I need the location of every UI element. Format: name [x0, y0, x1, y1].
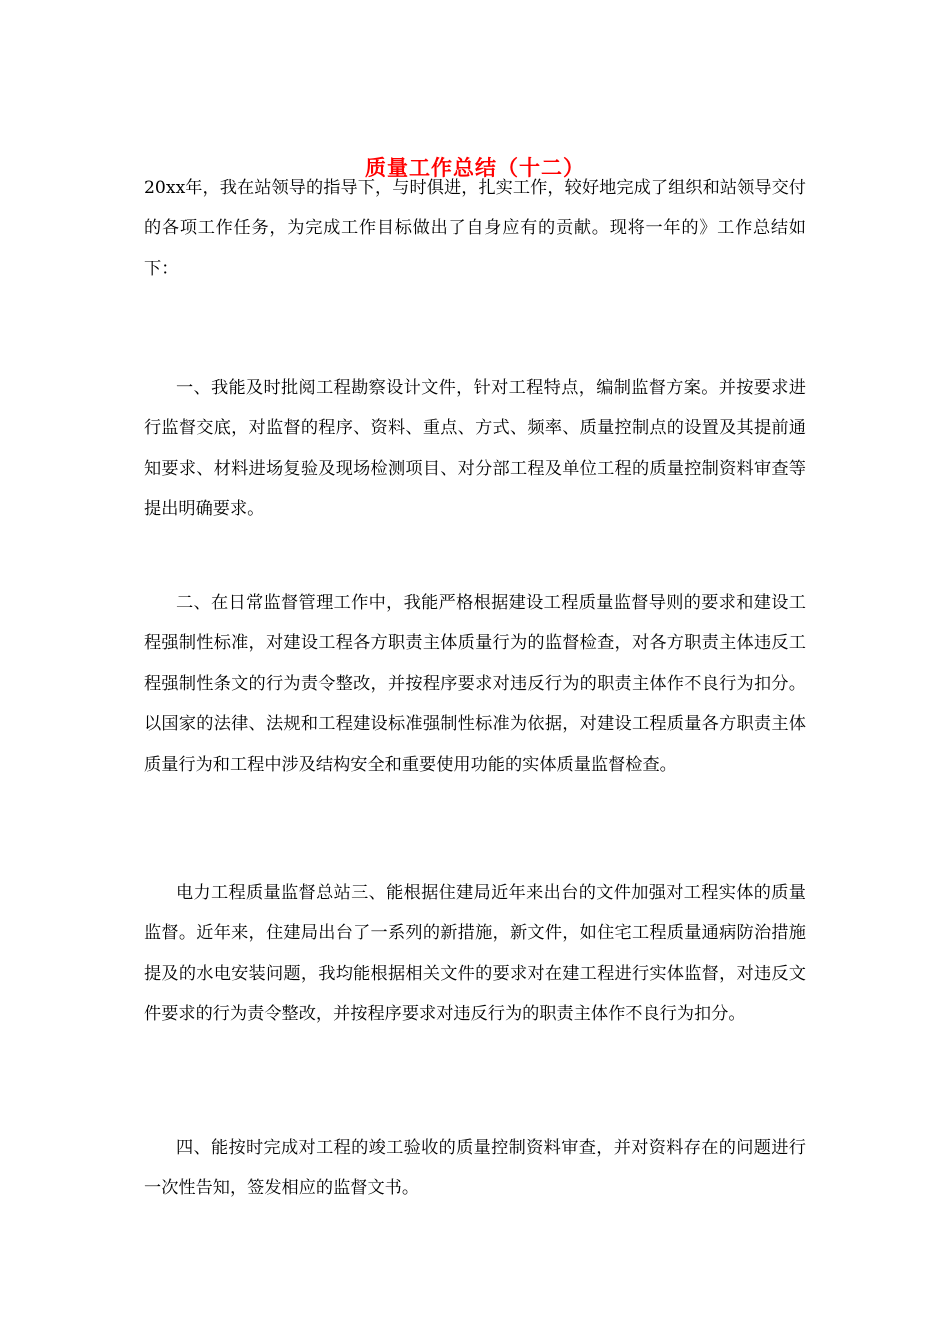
- section-one-paragraph: 一、我能及时批阅工程勘察设计文件，针对工程特点，编制监督方案。并按要求进行监督交底，对监督的程序、资料、重点、方式、频率、质量控制点的设置及其提前通知要求、材料进场复验及现场检测项目、对分部工程及单位工程的质量控制资料审查等提出明确要求。: [144, 378, 806, 520]
- document-title: 质量工作总结（十二）: [365, 155, 585, 180]
- section-two-paragraph: 二、在日常监督管理工作中，我能严格根据建设工程质量监督导则的要求和建设工程强制性标准，对建设工程各方职责主体质量行为的监督检查，对各方职责主体违反工程强制性条文的行为责令整改，并按程序要求对违反行为的职责主体作不良行为扣分。以国家的法律、法规和工程建设标准强制性标准为依据，对建设工程质量各方职责主体质量行为和工程中涉及结构安全和重要使用功能的实体质量监督检查。: [144, 593, 806, 775]
- intro-paragraph: 20xx年，我在站领导的指导下，与时俱进，扎实工作，较好地完成了组织和站领导交付的各项工作任务，为完成工作目标做出了自身应有的贡献。现将一年的》工作总结如下：: [144, 178, 806, 279]
- section-four-paragraph: 四、能按时完成对工程的竣工验收的质量控制资料审查，并对资料存在的问题进行一次性告知，签发相应的监督文书。: [144, 1138, 806, 1199]
- section-three-paragraph: 电力工程质量监督总站三、能根据住建局近年来出台的文件加强对工程实体的质量监督。近年来，住建局出台了一系列的新措施，新文件，如住宅工程质量通病防治措施提及的水电安装问题，我均能根据相关文件的要求对在建工程进行实体监督，对违反文件要求的行为责令整改，并按程序要求对违反行为的职责主体作不良行为扣分。: [144, 883, 806, 1025]
